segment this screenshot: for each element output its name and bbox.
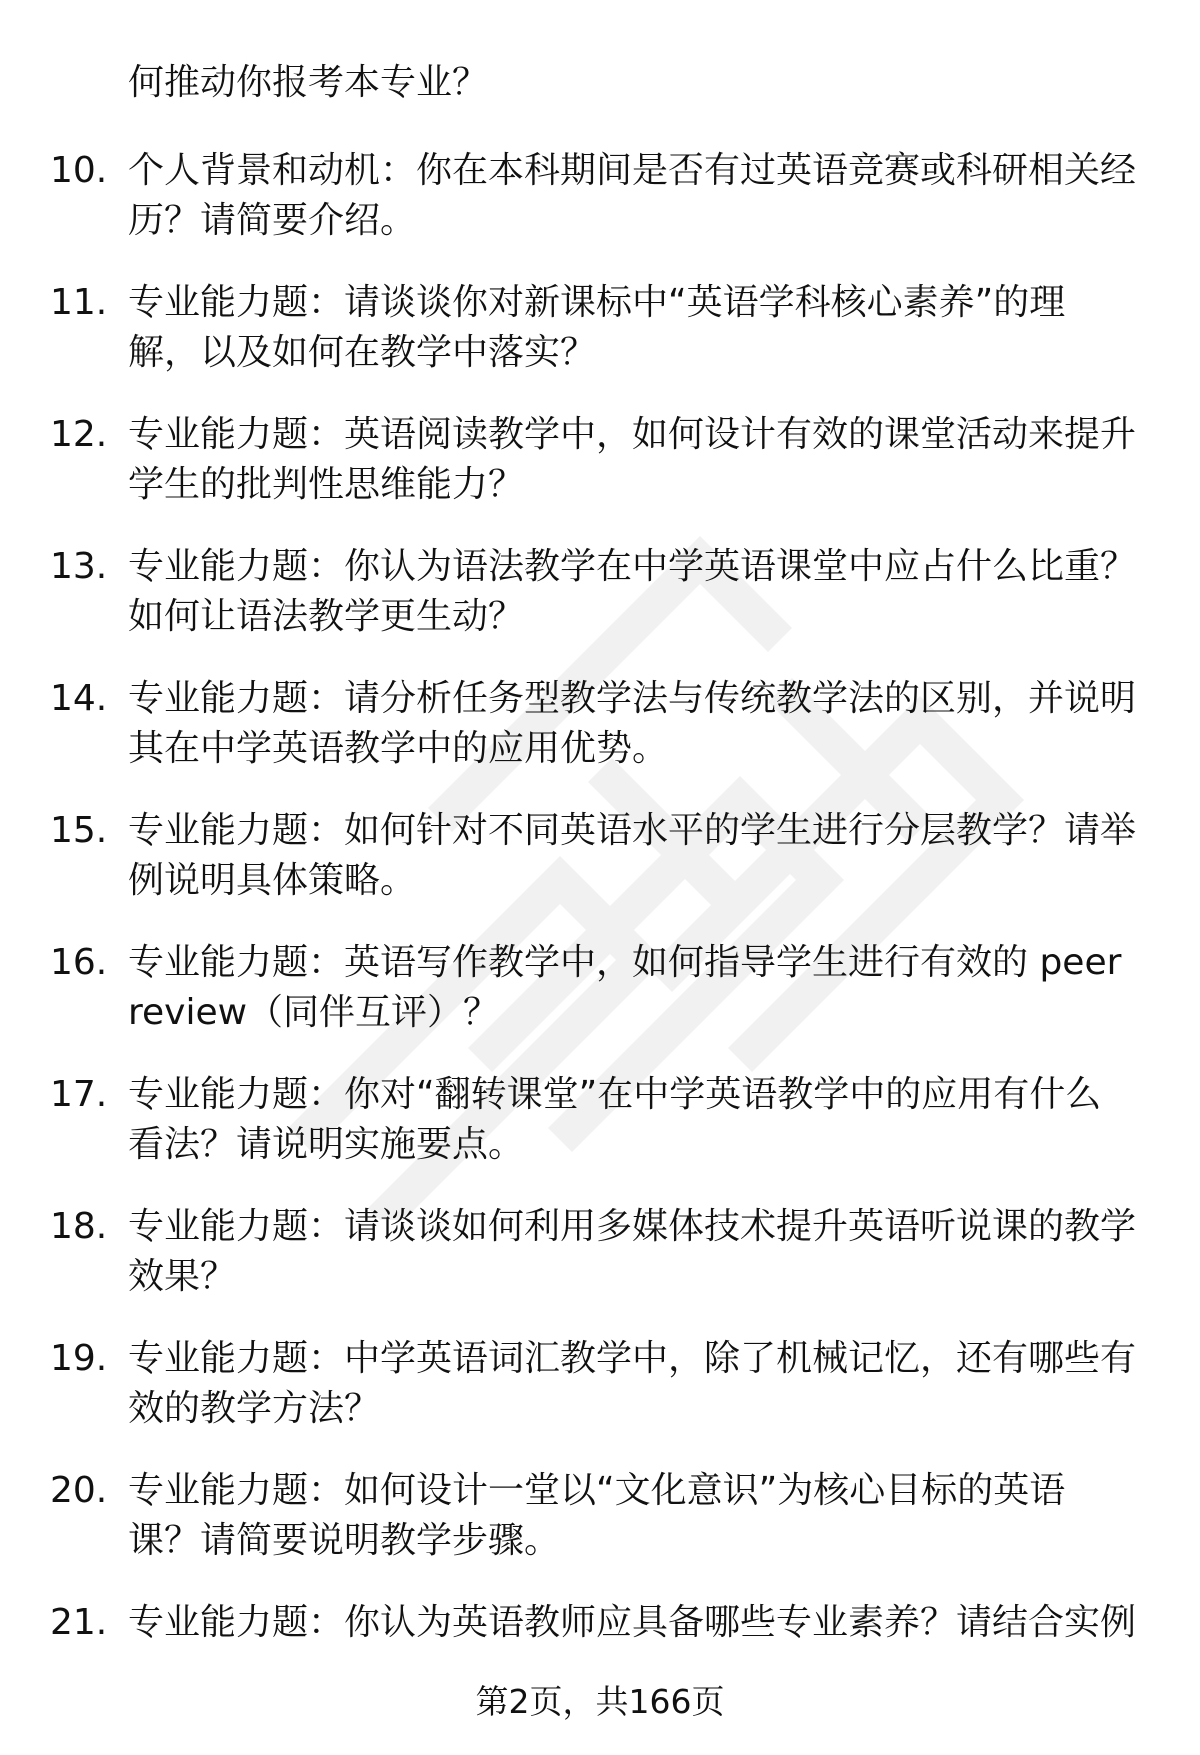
question-text: 专业能力题：请分析任务型教学法与传统教学法的区别，并说明 其在中学英语教学中的应用优势。 <box>128 678 1137 769</box>
list-item <box>0 668 1200 800</box>
list-item <box>0 1064 1200 1196</box>
question-number: 20. <box>50 1470 108 1511</box>
list-item <box>0 272 1200 404</box>
page-footer: 第2页，共166页 <box>475 1682 725 1721</box>
question-text: 专业能力题：如何针对不同英语水平的学生进行分层教学？请举 例说明具体策略。 <box>128 810 1137 901</box>
question-number: 18. <box>50 1206 108 1247</box>
question-number: 10. <box>50 150 108 191</box>
question-number: 14. <box>50 678 108 719</box>
list-item <box>0 536 1200 668</box>
list-item <box>0 404 1200 536</box>
list-item <box>0 140 1200 272</box>
question-text: 专业能力题：你对“翻转课堂”在中学英语教学中的应用有什么 看法？请说明实施要点。 <box>128 1074 1102 1165</box>
question-text: 专业能力题：英语写作教学中，如何指导学生进行有效的 peer review（同伴互评）？ <box>128 942 1122 1033</box>
question-number: 15. <box>50 810 108 851</box>
list-item <box>0 1196 1200 1328</box>
continued-question-text: 何推动你报考本专业？ <box>128 62 489 103</box>
question-text: 专业能力题：你认为语法教学在中学英语课堂中应占什么比重？ 如何让语法教学更生动？ <box>128 546 1137 637</box>
question-text: 专业能力题：请谈谈你对新课标中“英语学科核心素养”的理 解，以及如何在教学中落实？ <box>128 282 1066 373</box>
question-number: 16. <box>50 942 108 983</box>
question-text: 专业能力题：如何设计一堂以“文化意识”为核心目标的英语 课？请简要说明教学步骤。 <box>128 1470 1066 1561</box>
question-text: 专业能力题：英语阅读教学中，如何设计有效的课堂活动来提升 学生的批判性思维能力？ <box>128 414 1137 505</box>
list-item <box>0 932 1200 1064</box>
question-number: 12. <box>50 414 108 455</box>
question-text: 专业能力题：中学英语词汇教学中，除了机械记忆，还有哪些有 效的教学方法？ <box>128 1338 1137 1429</box>
question-number: 19. <box>50 1338 108 1379</box>
question-text: 个人背景和动机：你在本科期间是否有过英语竞赛或科研相关经 历？请简要介绍。 <box>128 150 1137 241</box>
question-list <box>0 140 1200 1724</box>
question-number: 21. <box>50 1602 108 1643</box>
question-text: 专业能力题：请谈谈如何利用多媒体技术提升英语听说课的教学 效果？ <box>128 1206 1137 1297</box>
list-item <box>0 1460 1200 1592</box>
list-item <box>0 800 1200 932</box>
question-text: 专业能力题：你认为英语教师应具备哪些专业素养？请结合实例 <box>128 1602 1137 1643</box>
question-number: 11. <box>50 282 108 323</box>
question-number: 13. <box>50 546 108 587</box>
list-item <box>0 1328 1200 1460</box>
question-number: 17. <box>50 1074 108 1115</box>
